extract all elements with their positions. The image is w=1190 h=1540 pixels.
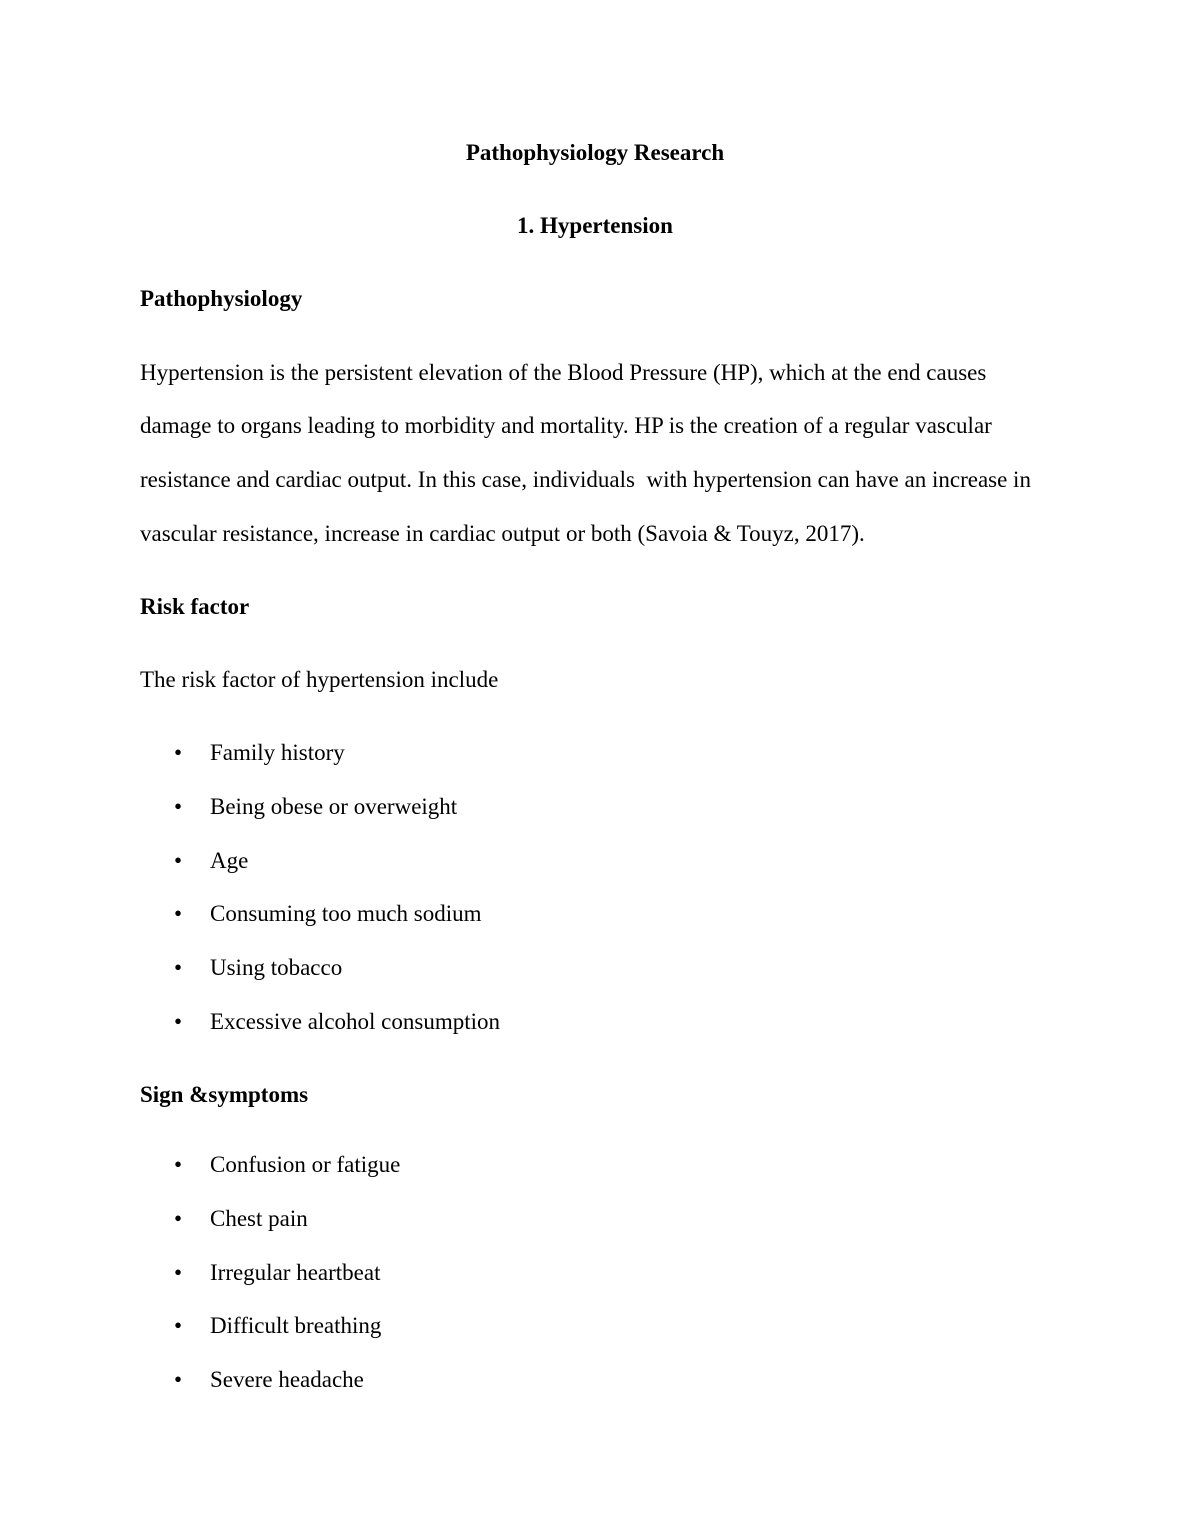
section-title: 1. Hypertension xyxy=(517,213,673,239)
risk-factor-intro: The risk factor of hypertension include xyxy=(140,667,499,693)
list-item-text: Age xyxy=(210,847,249,873)
list-item-text: Being obese or overweight xyxy=(210,794,458,820)
list-item-text: Irregular heartbeat xyxy=(210,1259,381,1285)
bullet-icon: • xyxy=(174,955,183,981)
bullet-icon: • xyxy=(174,794,183,820)
paragraph-line: damage to organs leading to morbidity and mortality. HP is the creation of a regular vascular xyxy=(140,413,992,439)
list-item-text: Chest pain xyxy=(210,1205,308,1231)
list-item xyxy=(140,1138,1050,1192)
list-item xyxy=(140,995,1050,1049)
list-item xyxy=(140,726,1050,780)
list-item xyxy=(140,887,1050,941)
bullet-icon: • xyxy=(174,1313,183,1339)
heading-signs-symptoms: Sign &symptoms xyxy=(140,1082,309,1108)
bullet-icon: • xyxy=(174,901,183,927)
list-item-text: Difficult breathing xyxy=(210,1313,382,1339)
bullet-icon: • xyxy=(174,1008,183,1034)
list-item xyxy=(140,1299,1050,1353)
paragraph-line: resistance and cardiac output. In this case, individuals with hypertension can have an increase in xyxy=(140,467,1031,493)
list-item-text: Excessive alcohol consumption xyxy=(210,1008,500,1034)
list-item xyxy=(140,834,1050,888)
list-item xyxy=(140,780,1050,834)
list-item-text: Severe headache xyxy=(210,1367,364,1393)
list-item xyxy=(140,1246,1050,1300)
paragraph-line: vascular resistance, increase in cardiac output or both (Savoia & Touyz, 2017). xyxy=(140,520,865,546)
bullet-icon: • xyxy=(174,847,183,873)
pathophysiology-paragraph xyxy=(140,346,1050,561)
list-item-text: Consuming too much sodium xyxy=(210,901,482,927)
heading-risk-factor: Risk factor xyxy=(140,593,250,619)
heading-pathophysiology: Pathophysiology xyxy=(140,286,303,312)
bullet-icon: • xyxy=(174,740,183,766)
list-item-text: Using tobacco xyxy=(210,955,343,981)
bullet-icon: • xyxy=(174,1367,183,1393)
list-item-text: Confusion or fatigue xyxy=(210,1152,401,1178)
paragraph-line: Hypertension is the persistent elevation of the Blood Pressure (HP), which at the end causes xyxy=(140,359,987,385)
list-item xyxy=(140,1192,1050,1246)
list-item xyxy=(140,1353,1050,1407)
list-item-text: Family history xyxy=(210,740,345,766)
bullet-icon: • xyxy=(174,1205,183,1231)
bullet-icon: • xyxy=(174,1152,183,1178)
document-page xyxy=(140,126,1050,1426)
signs-symptoms-list xyxy=(140,1138,1050,1407)
bullet-icon: • xyxy=(174,1259,183,1285)
risk-factor-list xyxy=(140,726,1050,1048)
document-title: Pathophysiology Research xyxy=(465,140,725,165)
list-item xyxy=(140,941,1050,995)
